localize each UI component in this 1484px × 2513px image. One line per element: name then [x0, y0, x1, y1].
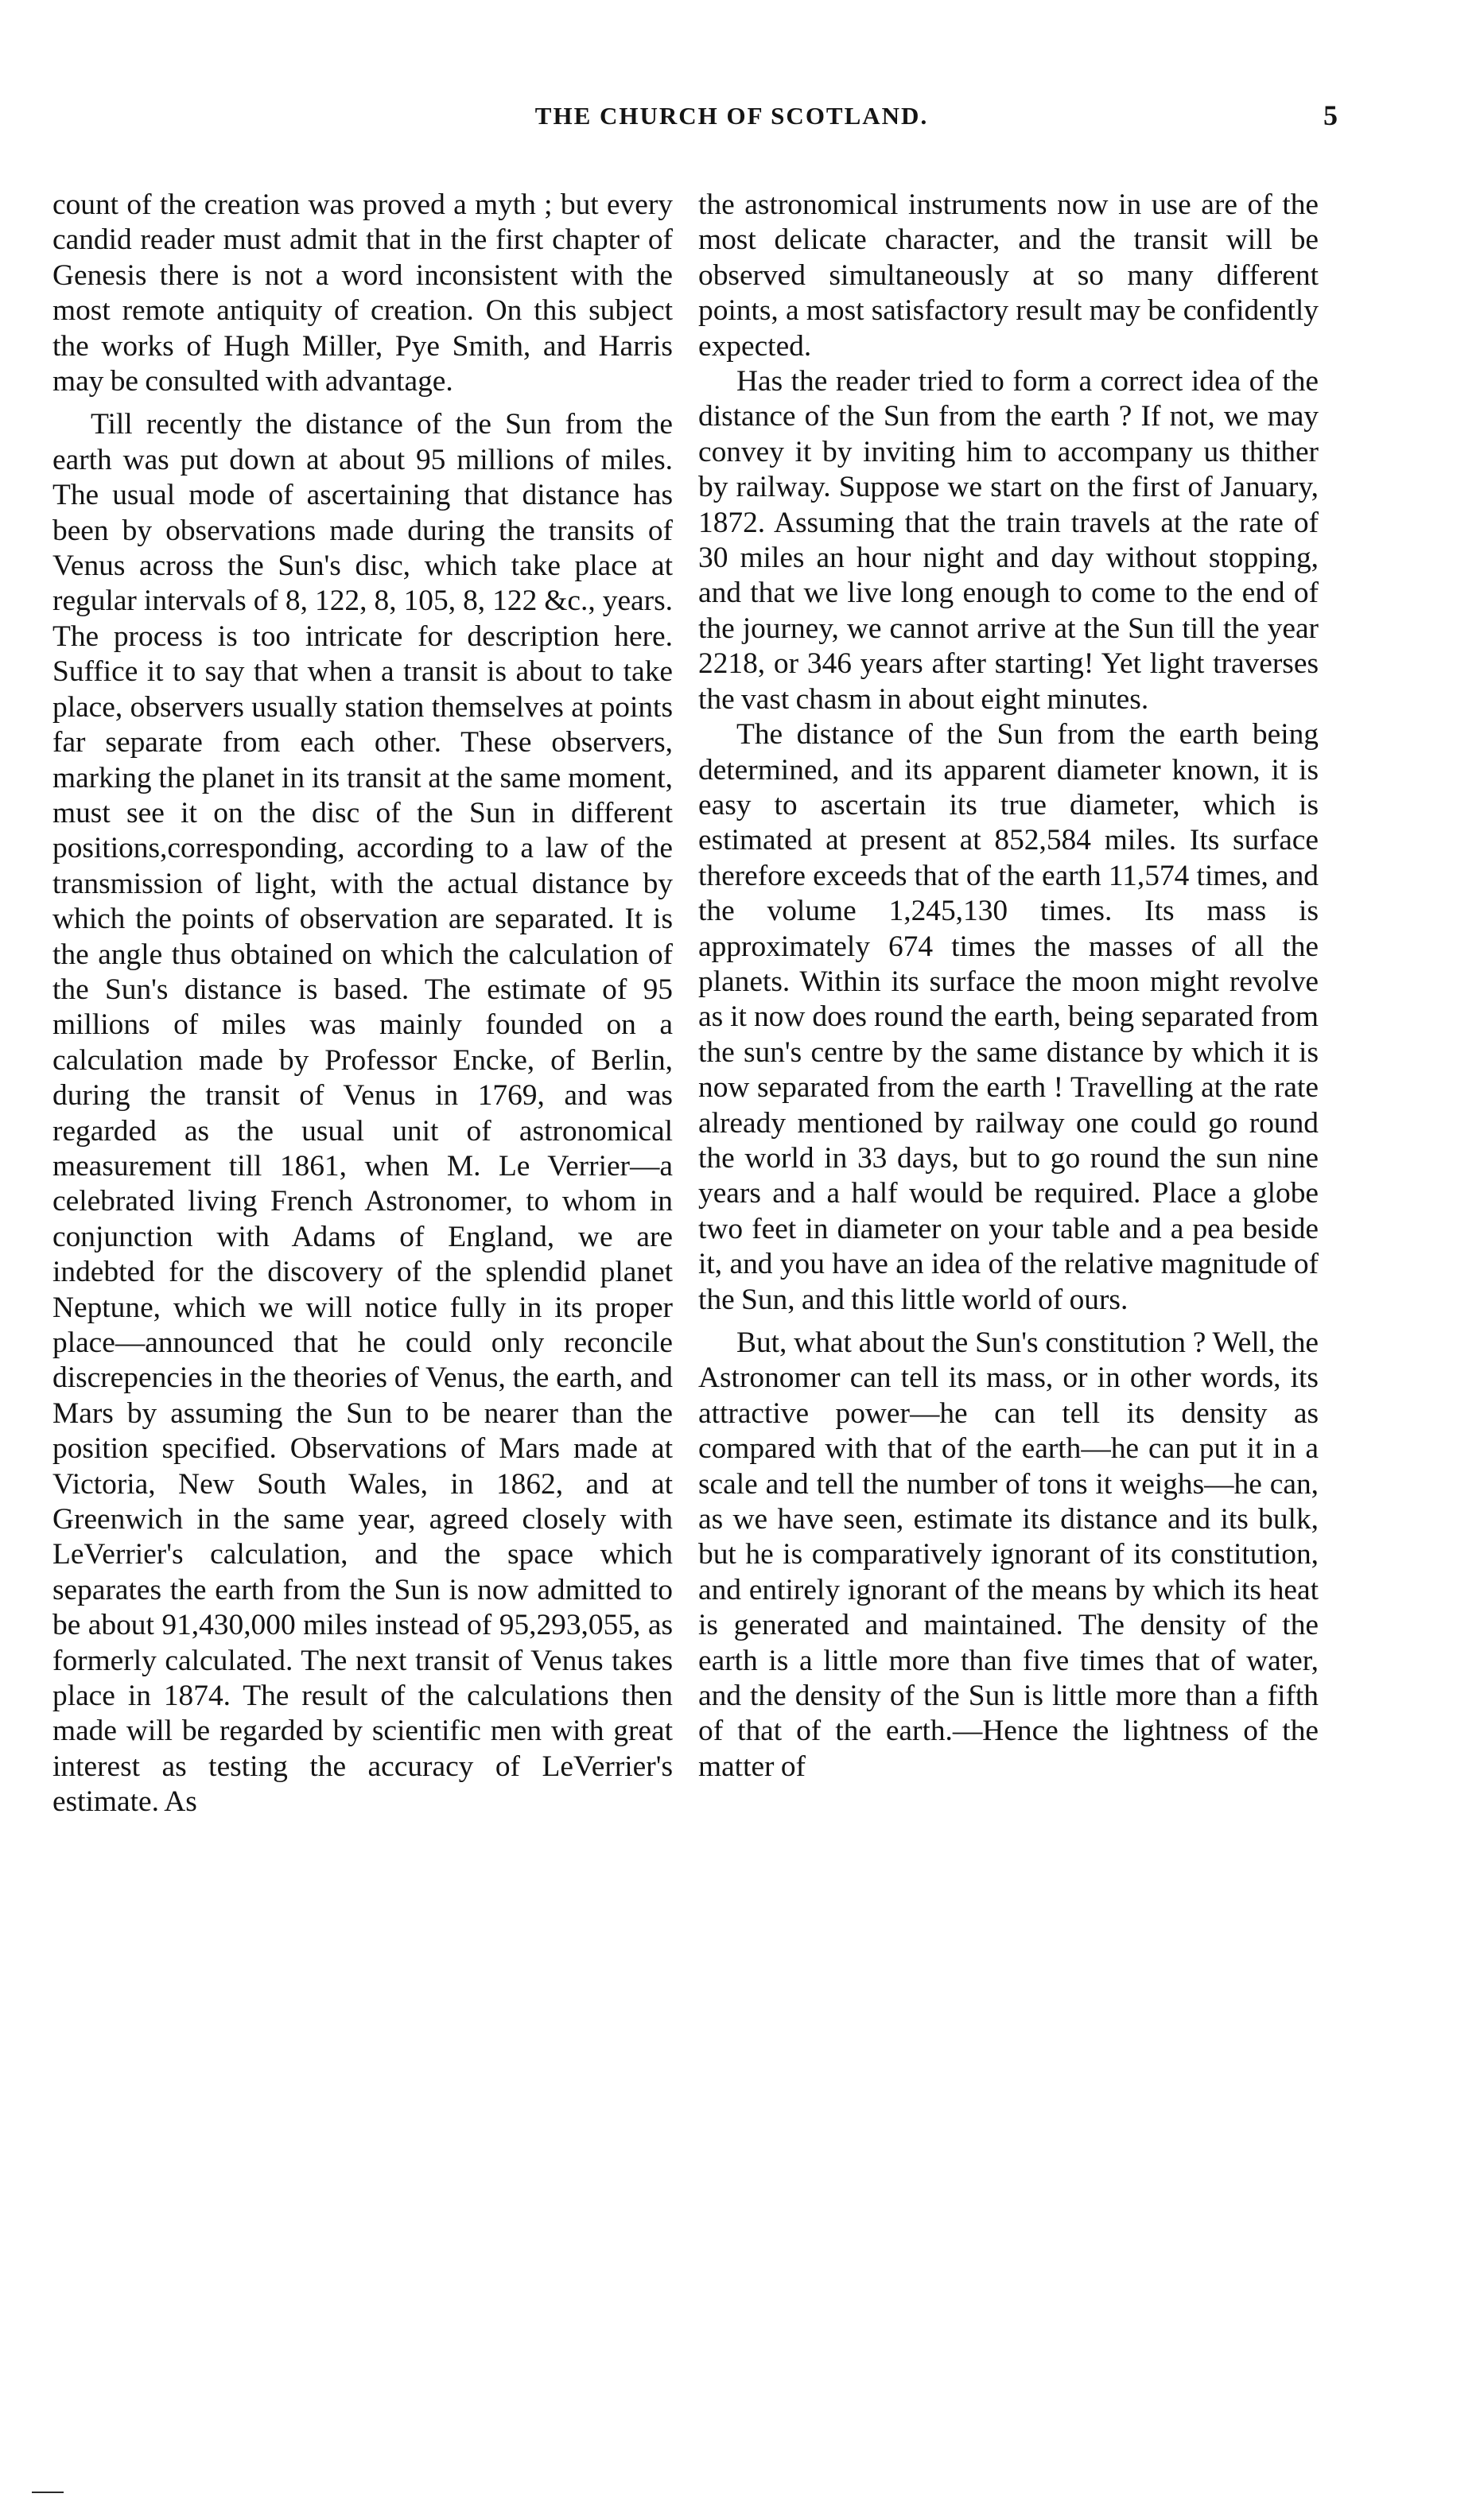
paragraph: The distance of the Sun from the earth being determined, and its apparent diameter known, it is easy to ascertain its true diameter, which is estimated at present at 852,584 miles. Its surface therefore exceeds that of the earth 11,574 times, and the volume 1,245,130 times. Its mass is approximately 674 times the masses of all the planets. Within its surface the moon might revolve as it now does round the earth, being separated from the sun's centre by the same distance by which it is now separated from the earth ! Travelling at the rate already mentioned by railway one could go round the world in 33 days, but to go round the sun nine years and a half would be required. Place a globe two feet in diameter on your table and a pea beside it, and you have an idea of the relative magnitude of the Sun, and this little world of ours.	[698, 718, 1319, 1316]
paragraph: count of the creation was proved a myth ; but every candid reader must admit that in the first chapter of Genesis there is not a word inconsistent with the most remote antiquity of creation. On this subject the works of Hugh Miller, Pye Smith, and Harris may be consulted with advantage.	[52, 188, 673, 398]
paragraph: the astronomical instruments now in use are of the most delicate character, and the transit will be observed simultaneously at so many different points, a most satisfactory result may be confidently expected.	[698, 188, 1319, 363]
page-edge-mark	[32, 2492, 64, 2493]
paragraph: But, what about the Sun's constitution ? Well, the Astronomer can tell its mass, or in other words, its attractive power—he can tell its density as compared with that of the earth—he can put it in a scale and tell the number of tons it weighs—he can, as we have seen, estimate its distance and its bulk, but he is comparatively ignorant of its constitution, and entirely ignorant of the means by which its heat is generated and maintained. The density of the earth is a little more than five times that of water, and the density of the Sun is little more than a fifth of that of the earth.—Hence the lightness of the matter of	[698, 1326, 1319, 1783]
right-column	[698, 188, 1319, 1785]
page-number: 5	[1323, 99, 1338, 131]
paragraph: Has the reader tried to form a correct idea of the distance of the Sun from the earth ? If not, we may convey it by inviting him to accompany us thither by railway. Suppose we start on the first of January, 1872. Assuming that the train travels at the rate of 30 miles an hour night and day without stopping, and that we live long enough to come to the end of the journey, we cannot arrive at the Sun till the year 2218, or 346 years after starting! Yet light traverses the vast chasm in about eight minutes.	[698, 365, 1319, 716]
running-title: THE CHURCH OF SCOTLAND.	[534, 102, 929, 130]
left-column	[52, 188, 673, 1820]
paragraph: Till recently the distance of the Sun from the earth was put down at about 95 millions of miles. The usual mode of ascertaining that distance has been by observations made during the transits of Venus across the Sun's disc, which take place at regular intervals of 8, 122, 8, 105, 8, 122 &c., years. The process is too intricate for description here. Suffice it to say that when a transit is about to take place, observers usually station themselves at points far separate from each other. These observers, marking the planet in its transit at the same moment, must see it on the disc of the Sun in different positions,corresponding, according to a law of the transmission of light, with the actual distance by which the points of observation are separated. It is the angle thus obtained on which the calculation of the Sun's distance is based. The estimate of 95 millions of miles was mainly founded on a calculation made by Professor Encke, of Berlin, during the transit of Venus in 1769, and was regarded as the usual unit of astronomical measurement till 1861, when M. Le Verrier—a celebrated living French Astronomer, to whom in conjunction with Adams of England, we are indebted for the discovery of the splendid planet Neptune, which we will notice fully in its proper place—announced that he could only reconcile discrepencies in the theories of Venus, the earth, and Mars by assuming the Sun to be nearer than the position specified. Observations of Mars made at Victoria, New South Wales, in 1862, and at Greenwich in the same year, agreed closely with LeVerrier's calculation, and the space which separates the earth from the Sun is now admitted to be about 91,430,000 miles instead of 95,293,055, as formerly calculated. The next transit of Venus takes place in 1874. The result of the calculations then made will be regarded by scientific men with great interest as testing the accuracy of LeVerrier's estimate. As	[52, 408, 673, 1819]
